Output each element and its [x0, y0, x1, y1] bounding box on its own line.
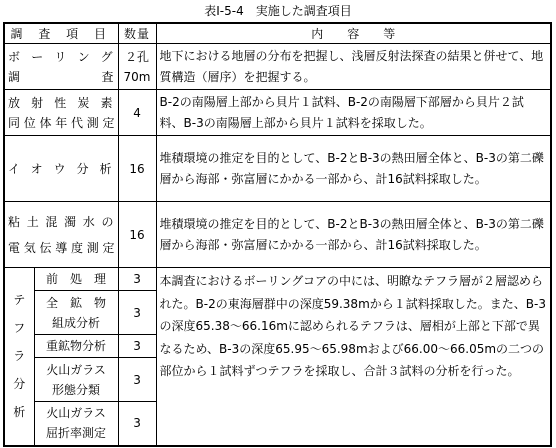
- item-conductivity-line1: 粘土混濁水の: [8, 214, 115, 229]
- tephra-analysis-label: [4, 268, 34, 446]
- item-conductivity: [4, 202, 118, 268]
- tephra-char-3: ラ: [13, 349, 26, 364]
- tephra-char-2: フ: [13, 321, 26, 336]
- item-sulfur: [4, 136, 118, 202]
- item-boring-line2: [8, 67, 115, 87]
- qty-radiocarbon: 4: [118, 90, 156, 136]
- item-boring: [4, 44, 118, 90]
- qty-conductivity: 16: [118, 202, 156, 268]
- tephra-sub-5-qty: 3: [118, 402, 156, 446]
- tephra-char-4: 分: [13, 377, 26, 392]
- tephra-sub-whole-mineral: [34, 291, 118, 335]
- desc-tephra: 本調査におけるボーリングコアの中には、明瞭なテフラ層が２層認められた。B-2の東海層群中の深度59.38mから１試料採取した。また、B-3の深度65.38～66.16mに認められるテフラは、層相が上部と下部で異なるため、B-3の深度65.95～65.98mおよび66.00～66.05mの二つの部位から１試料ずつテフラを採取し、合計３試料の分析を行った。: [156, 268, 551, 446]
- tephra-sub-4-line1: 火山ガラス: [46, 362, 106, 377]
- tephra-sub-2-line2: 組成分析: [52, 315, 101, 330]
- tephra-sub-heavy-mineral: [34, 335, 118, 358]
- desc-boring: 地下における地層の分布を把握し、浅層反射法探査の結果と併せて、地質構造（層序）を把握する。: [156, 44, 551, 90]
- tephra-char-1: テ: [13, 293, 26, 308]
- desc-radiocarbon: B-2の南陽層上部から貝片１試料、B-2の南陽層下部層から貝片２試料、B-3の南陽層上部から貝片１試料を採取した。: [156, 90, 551, 136]
- tephra-sub-2-qty: 3: [118, 291, 156, 335]
- item-boring-line2b: 査: [101, 69, 115, 84]
- item-boring-line1: ボーリング: [8, 49, 115, 64]
- qty-boring-line2: 70m: [123, 69, 151, 84]
- tephra-sub-4-line2: 形態分類: [52, 382, 101, 397]
- header-content: 内 容 等: [156, 23, 551, 44]
- item-conductivity-line2: 電気伝導度測定: [8, 240, 115, 255]
- item-sulfur-label: イオウ分析: [8, 161, 115, 176]
- survey-items-table: [3, 22, 552, 447]
- tephra-sub-2-line1: 全 鉱 物: [46, 295, 107, 310]
- qty-boring: [118, 44, 156, 90]
- tephra-sub-glass-shape: [34, 358, 118, 402]
- tephra-sub-3-qty: 3: [118, 335, 156, 358]
- tephra-sub-4-qty: 3: [118, 358, 156, 402]
- tephra-sub-1-line1: 前 処 理: [46, 272, 107, 286]
- tephra-sub-glass-refractive: [34, 402, 118, 446]
- tephra-sub-3-line1: 重鉱物分析: [46, 339, 107, 353]
- tephra-char-5: 析: [13, 405, 26, 420]
- qty-sulfur: 16: [118, 136, 156, 202]
- item-boring-line2a: 調: [8, 69, 22, 84]
- table-row-radiocarbon: [4, 90, 551, 136]
- header-qty: 数量: [118, 23, 156, 44]
- tephra-sub-5-line2: 屈折率測定: [46, 426, 107, 441]
- item-radiocarbon-line2: 同位体年代測定: [8, 115, 115, 130]
- table-title: 表Ⅰ-5-4 実施した調査項目: [204, 4, 352, 18]
- desc-conductivity: 堆積環境の推定を目的として、B-2とB-3の熱田層全体と、B-3の第二礫層から海部・弥富層にかかる一部から、計16試料採取した。: [156, 202, 551, 268]
- table-row-sulfur: [4, 136, 551, 202]
- desc-sulfur: 堆積環境の推定を目的として、B-2とB-3の熱田層全体と、B-3の第二礫層から海部・弥富層にかかる一部から、計16試料採取した。: [156, 136, 551, 202]
- table-row-boring: [4, 44, 551, 90]
- item-radiocarbon-line1: 放射性炭素: [8, 95, 115, 110]
- item-radiocarbon: [4, 90, 118, 136]
- tephra-sub-5-line1: 火山ガラス: [46, 406, 106, 421]
- header-item: 調 査 項 目: [4, 23, 118, 44]
- header-row: [4, 23, 551, 44]
- tephra-sub-1-qty: 3: [118, 268, 156, 291]
- qty-boring-line1: ２孔: [125, 49, 150, 64]
- tephra-sub-pretreatment: [34, 268, 118, 291]
- table-row-tephra-1: [4, 268, 551, 291]
- table-row-conductivity: [4, 202, 551, 268]
